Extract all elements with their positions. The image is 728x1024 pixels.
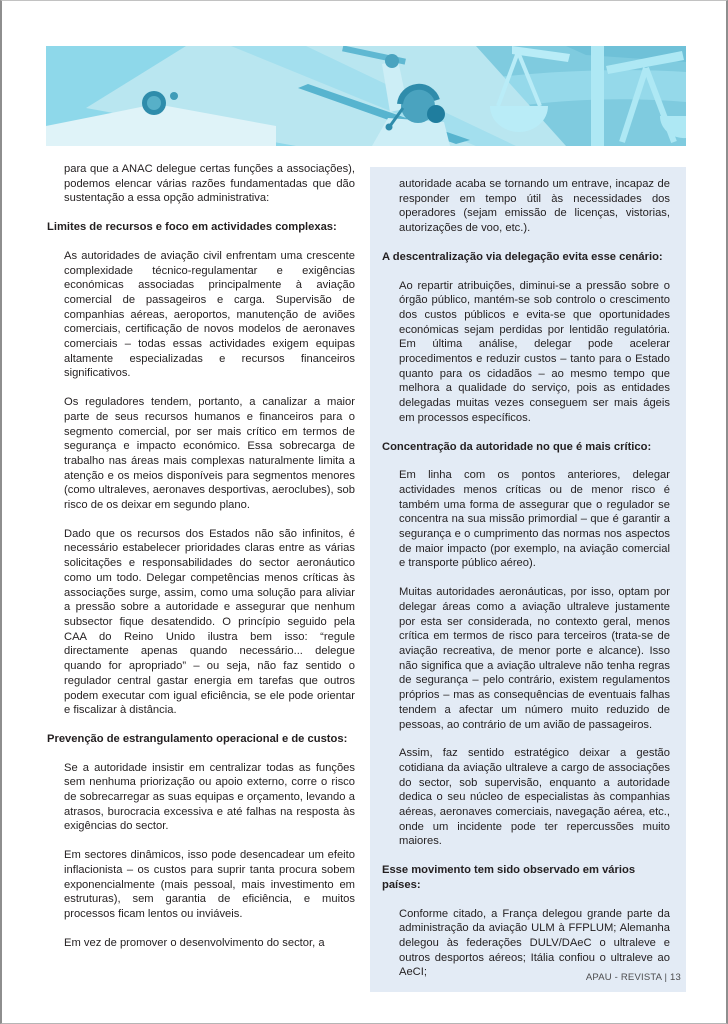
paragraph: Os reguladores tendem, portanto, a canalizar a maior parte de seus recursos humanos e financeiros para o segmento comercial, por ser mais crítico em termos de segurança e impacto económico. Essa sobrecarga de trabalho nas áreas mais complexas naturalmente limita a atenção e os meios disponíveis para segmentos menores (como ultraleves, aeronaves desportivas, aeroclubes), sob risco de os deixar em segundo plano. xyxy=(64,396,355,512)
paragraph: autoridade acaba se tornando um entrave, incapaz de responder em tempo útil às necessidades dos operadores (sejam emissão de licenças, vistorias, autorizações de voo, etc.). xyxy=(399,178,670,235)
section-heading: Concentração da autoridade no que é mais crítico: xyxy=(382,440,652,453)
right-column-panel xyxy=(370,167,686,992)
paragraph: Em linha com os pontos anteriores, delegar actividades menos críticas ou de menor risco é também uma forma de assegurar que o regulador se concentra na sua missão primordial – que é garantir a segurança e o cumprimento das normas nos aspectos de maior impacto (por exemplo, na aviação comercial e transporte público aéreo). xyxy=(399,469,670,570)
paragraph: Muitas autoridades aeronáuticas, por isso, optam por delegar áreas como a aviação ultraleve justamente por esta ser considerada, no contexto geral, menos crítica em termos de risco para terceiros (trata-se de aviação recreativa, de menor porte e alcance). Isso não significa que a aviação ultraleve não tenha regras de segurança – pelo contrário, existem regulamentos próprios – mas as consequências de eventuais falhas tendem a afectar um número muito reduzido de pessoas, ao contrário de um avião de passageiros. xyxy=(399,586,670,731)
paragraph: para que a ANAC delegue certas funções a associações), podemos elencar várias razões fundamentadas que dão sustentação a essa opção administrativa: xyxy=(64,163,355,205)
section-heading: Limites de recursos e foco em actividades complexas: xyxy=(47,221,337,234)
page-footer: APAU - REVISTA | 13 xyxy=(585,972,681,983)
header-photo-illustration xyxy=(46,46,686,146)
section-heading: Prevenção de estrangulamento operacional e de custos: xyxy=(47,732,348,745)
paragraph: Assim, faz sentido estratégico deixar a gestão cotidiana da aviação ultraleve a cargo de associações do sector, sob supervisão, enquanto a autoridade dedica o seu núcleo de especialistas às companhias aéreas, aeronaves comerciais, navegação aérea, etc., onde um incidente pode ter repercussões muito maiores. xyxy=(399,747,670,848)
paragraph: Se a autoridade insistir em centralizar todas as funções sem nenhuma priorização ou apoio externo, corre o risco de sobrecarregar as suas equipas e orçamento, levando a atrasos, burocracia excessiva e até falhas na resposta às exigências do sector. xyxy=(64,761,355,833)
paragraph: As autoridades de aviação civil enfrentam uma crescente complexidade técnico-regulamentar e exigências económicas associadas principalmente à aviação comercial de passageiros e carga. Supervisão de companhias aéreas, aeroportos, manutenção de aviões comerciais, certificação de novos modelos de aeronaves comerciais – todas essas actividades exigem equipas altamente especializadas e recursos financeiros significativos. xyxy=(64,249,355,380)
paragraph: Em sectores dinâmicos, isso pode desencadear um efeito inflacionista – os custos para suprir tanta procura sobem exponencialmente (mais pessoal, mais investimento em estruturas), sem garantia de eficiência, e muitos processos ficam lentos ou inviáveis. xyxy=(64,849,355,920)
section-heading: Esse movimento tem sido observado em vários países: xyxy=(382,864,636,891)
left-column xyxy=(47,162,355,950)
paragraph: Ao repartir atribuições, diminui-se a pressão sobre o órgão público, mantém-se sob controlo o crescimento dos custos públicos e evita-se que oportunidades económicas sejam perdidas por lentidão regulatória. Em última análise, delegar pode acelerar procedimentos e reduzir custos – tanto para o Estado quanto para os cidadãos – ao mesmo tempo que melhora a qualidade do serviço, pois as entidades delegadas muitas vezes conseguem ser mais ágeis em processos específicos. xyxy=(399,279,670,424)
paragraph: Dado que os recursos dos Estados não são infinitos, é necessário estabelecer prioridades claras entre as várias solicitações e responsabilidades do sector aeronáutico como um todo. Delegar competências menos críticas às associações surge, assim, como uma solução para aliviar a pressão sobre a autoridade e assegurar que nenhum subsector fique desatendido. O princípio seguido pela CAA do Reino Unido ilustra bem isso: “regule directamente apenas quando necessário... delegue quando for apropriado” – ou seja, não faz sentido o regulador central gastar energia em tarefas que outros podem executar com igual eficiência, se ele pode orientar e fiscalizar à distância. xyxy=(64,527,355,717)
paragraph: Em vez de promover o desenvolvimento do sector, a xyxy=(64,936,325,949)
header-photo xyxy=(46,46,686,146)
paragraph: Conforme citado, a França delegou grande parte da administração da aviação ULM à FFPLUM; Alemanha delegou às federações DULV/DAeC o ultraleve e outros desportos aéreos; Itália confiou o ultraleve ao AeCI; xyxy=(399,907,670,979)
section-heading: A descentralização via delegação evita esse cenário: xyxy=(382,250,663,263)
